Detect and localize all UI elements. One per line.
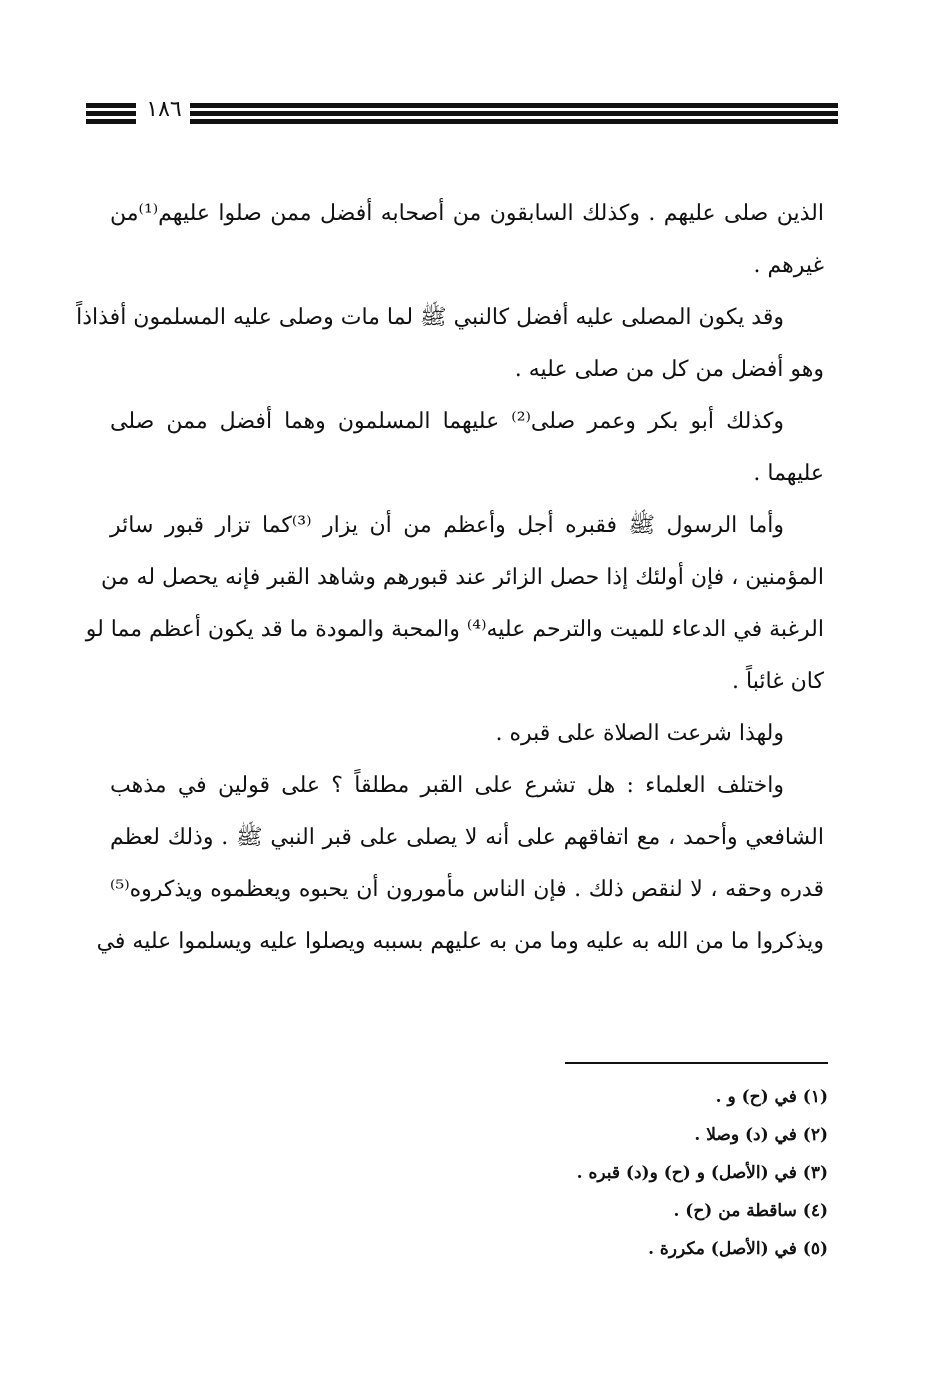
text-line: وهو أفضل من كل من صلى عليه . bbox=[514, 357, 824, 382]
header-rule-right bbox=[190, 103, 838, 127]
header-rule-left bbox=[86, 103, 136, 127]
text-line: ويذكروا ما من الله به عليه وما من به عليهم بسببه ويصلوا عليه ويسلموا عليه في bbox=[96, 929, 824, 954]
text-line: واختلف العلماء : هل تشرع على القبر مطلقاً ؟ على قولين في مذهب bbox=[110, 773, 784, 798]
footnote-item: (٥) في (الأصل) مكررة . bbox=[648, 1239, 828, 1259]
text-line: كان غائباً . bbox=[732, 669, 824, 694]
text-line: قدره وحقه ، لا لنقص ذلك . فإن الناس مأمورون أن يحبوه ويعظموه ويذكروه⁽⁵⁾ bbox=[110, 877, 824, 902]
text-line: الذين صلى عليهم . وكذلك السابقون من أصحابه أفضل ممن صلوا عليهم⁽¹⁾من bbox=[110, 201, 824, 226]
text-line: ولهذا شرعت الصلاة على قبره . bbox=[495, 721, 784, 746]
page-header bbox=[86, 98, 838, 126]
footnote-item: (٣) في (الأصل) و (ح) و(د) قبره . bbox=[576, 1163, 828, 1183]
page-number: ١٨٦ bbox=[146, 97, 182, 122]
text-line: المؤمنين ، فإن أولئك إذا حصل الزائر عند قبورهم وشاهد القبر فإنه يحصل له من bbox=[101, 565, 824, 590]
text-line: وكذلك أبو بكر وعمر صلى⁽²⁾ عليهما المسلمون وهما أفضل ممن صلى bbox=[110, 409, 785, 434]
main-text bbox=[76, 188, 824, 968]
text-line: عليهما . bbox=[753, 461, 824, 486]
text-line: الشافعي وأحمد ، مع اتفاقهم على أنه لا يصلى على قبر النبي ﷺ . وذلك لعظم bbox=[110, 825, 824, 850]
footnote-separator bbox=[565, 1062, 828, 1064]
text-line: الرغبة في الدعاء للميت والترحم عليه⁽⁴⁾ والمحبة والمودة ما قد يكون أعظم مما لو bbox=[85, 617, 824, 642]
footnote-item: (٤) ساقطة من (ح) . bbox=[673, 1201, 828, 1221]
text-line: وقد يكون المصلى عليه أفضل كالنبي ﷺ لما مات وصلى عليه المسلمون أفذاذاً bbox=[76, 305, 784, 330]
text-line: غيرهم . bbox=[753, 253, 824, 278]
text-line: وأما الرسول ﷺ فقبره أجل وأعظم من أن يزار ⁽³⁾كما تزار قبور سائر bbox=[110, 513, 784, 538]
footnotes bbox=[428, 1078, 828, 1268]
footnote-item: (٢) في (د) وصلا . bbox=[694, 1125, 828, 1145]
footnote-item: (١) في (ح) و . bbox=[715, 1087, 828, 1107]
